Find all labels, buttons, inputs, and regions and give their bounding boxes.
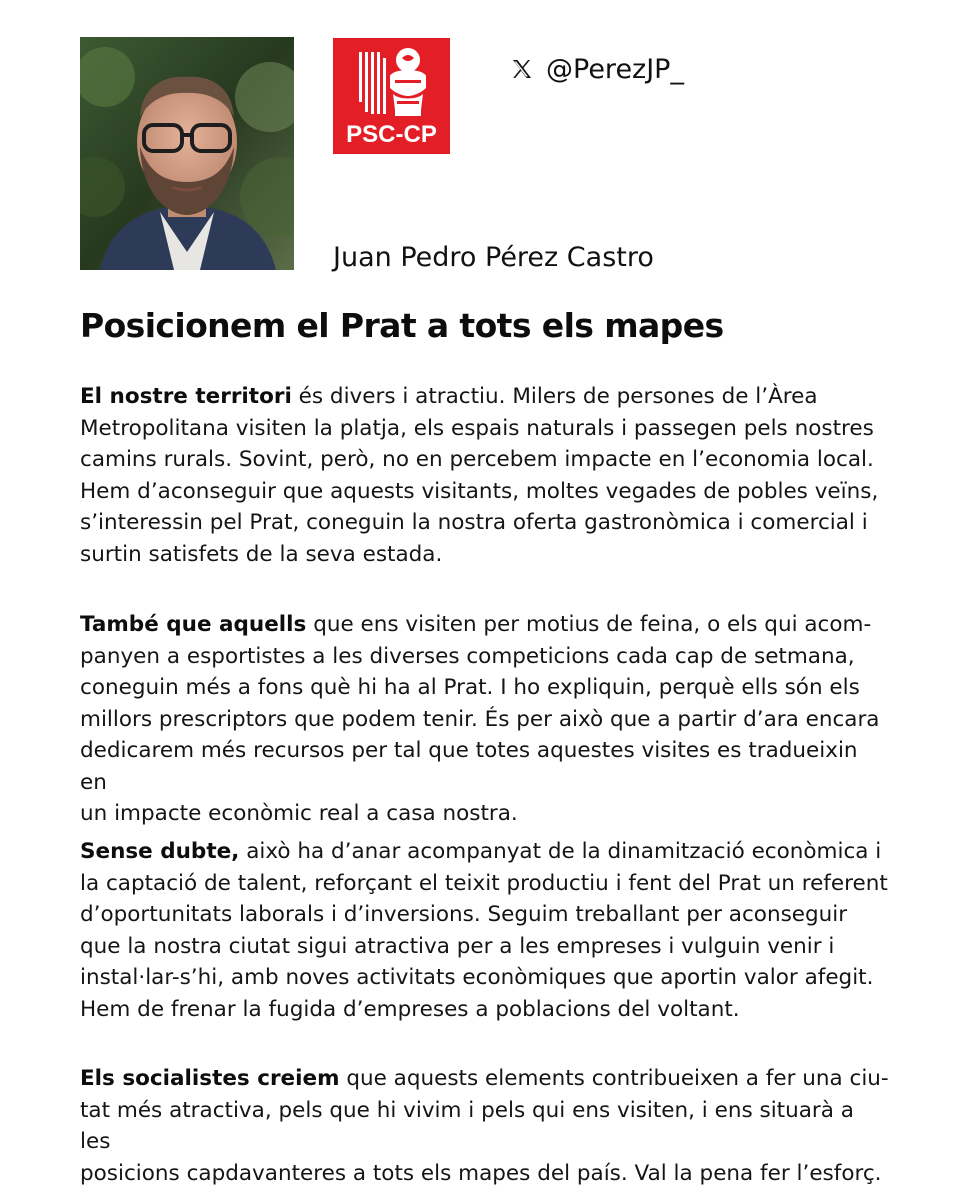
paragraph-line: això ha d’anar acompanyat de la dinamització econòmica i (239, 839, 882, 864)
paragraph-line: dedicarem més recursos per tal que totes aquestes visites es tradueixin en (80, 738, 858, 795)
paragraph-line: Metropolitana visiten la platja, els espais naturals i passegen pels nostres (80, 415, 874, 441)
author-name: Juan Pedro Pérez Castro (333, 242, 654, 273)
article-paragraph-4 (80, 1063, 890, 1189)
article-paragraph-1 (80, 381, 890, 570)
paragraph-lead: Sense dubte, (80, 839, 240, 864)
paragraph-line: tat més atractiva, pels que hi vivim i pels qui ens visiten, i ens situarà a les (80, 1097, 854, 1154)
paragraph-line: que aquests elements contribueixen a fer una ciu- (339, 1066, 889, 1091)
social-handle-text: @PerezJP_ (546, 53, 684, 85)
paragraph-line: instal·lar-s’hi, amb noves activitats econòmiques que aportin valor afegit. (80, 965, 874, 990)
paragraph-line: panyen a esportistes a les diverses competicions cada cap de setmana, (80, 643, 855, 669)
x-logo-icon (510, 57, 534, 81)
paragraph-lead: El nostre territori (80, 384, 292, 409)
author-photo (80, 37, 294, 270)
paragraph-line: s’interessin pel Prat, coneguin la nostra oferta gastronòmica i comercial i (80, 510, 868, 535)
paragraph-lead: Els socialistes creiem (80, 1066, 340, 1091)
paragraph-line: surtin satisfets de la seva estada. (80, 541, 443, 567)
paragraph-lead: També que aquells (80, 612, 307, 637)
paragraph-line: camins rurals. Sovint, però, no en percebem impacte en l’economia local. (80, 447, 874, 472)
social-handle[interactable] (510, 52, 684, 86)
paragraph-line: posicions capdavanteres a tots els mapes del país. Val la pena fer l’esforç. (80, 1160, 882, 1186)
paragraph-line: d’oportunitats laborals i d’inversions. Seguim treballant per aconseguir (80, 902, 848, 927)
paragraph-line: la captació de talent, reforçant el teixit productiu i fent del Prat un referent (80, 870, 888, 896)
paragraph-line: Hem de frenar la fugida d’empreses a poblacions del voltant. (80, 996, 740, 1022)
article-paragraph-2 (80, 609, 890, 830)
article-paragraph-3 (80, 836, 890, 1025)
article-title: Posicionem el Prat a tots els mapes (80, 306, 724, 345)
psc-logo (333, 38, 450, 154)
paragraph-line: coneguin més a fons què hi ha al Prat. I ho expliquin, perquè ells són els (80, 675, 860, 700)
paragraph-line: que la nostra ciutat sigui atractiva per a les empreses i vulguin venir i (80, 933, 835, 959)
paragraph-line: Hem d’aconseguir que aquests visitants, moltes vegades de pobles veïns, (80, 478, 879, 504)
paragraph-line: és divers i atractiu. Milers de persones de l’Àrea (291, 384, 818, 409)
paragraph-line: un impacte econòmic real a casa nostra. (80, 801, 518, 826)
paragraph-line: millors prescriptors que podem tenir. És per això que a partir d’ara encara (80, 706, 880, 732)
paragraph-line: que ens visiten per motius de feina, o els qui acom- (306, 612, 872, 637)
logo-text: PSC-CP (346, 121, 437, 148)
